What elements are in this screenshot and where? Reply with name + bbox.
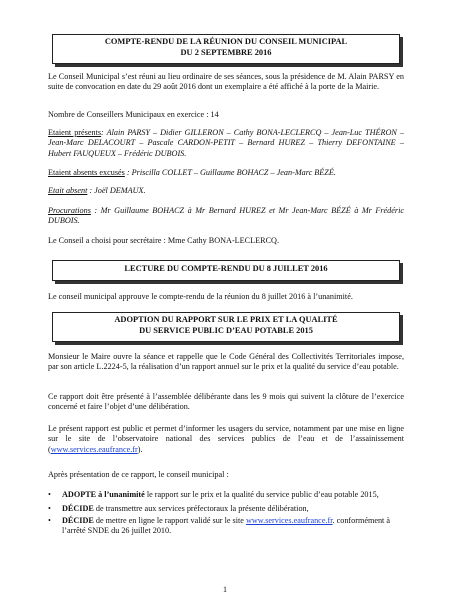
section2-paragraph1: Monsieur le Maire ouvre la séance et rappelle que le Code Général des Collectivités Territoriales impose, par son article L.2224-5, la réalisation d’un rapport annuel sur le prix et la qualité du service d’eau potable.: [48, 352, 404, 372]
excuses-paragraph: [48, 168, 404, 178]
absent-label: Etait absent: [48, 186, 88, 195]
intro-paragraph: Le Conseil Municipal s’est réuni au lieu ordinaire de ses séances, sous la présidence de M. Alain PARSY en suite de convocation en date du 29 août 2016 dont un exemplaire a été affiché à la porte de la Mairie.: [48, 72, 404, 92]
section2-title-line1: ADOPTION DU RAPPORT SUR LE PRIX ET LA QUALITÉ: [114, 315, 338, 324]
page-number: 1: [223, 585, 227, 594]
procurations-paragraph: [48, 206, 404, 227]
bullet-glyph: •: [48, 490, 51, 499]
section1-title-box: [52, 260, 400, 281]
report-title-line2: DU 2 SEPTEMBRE 2016: [180, 47, 272, 57]
presents-list: : Alain PARSY – Didier GILLERON – Cathy BONA-LECLERCQ – Jean-Luc THÉRON – Jean-Marc DELACOURT – Pascale CARDON-PETIT – Bernard HUREZ – Thierry DEFONTAINE – Hubert FAUQUEUX – Frédéric DUBOIS.: [48, 128, 404, 158]
bullet3-end: . conformément à l’arrêté SNDE du 26 juillet 2010.: [62, 516, 391, 536]
section2-paragraph3: [48, 424, 404, 455]
bullet-glyph: •: [48, 504, 51, 513]
section1-title: LECTURE DU COMPTE-RENDU DU 8 JUILLET 2016: [124, 264, 328, 273]
bullet1-text: le rapport sur le prix et la qualité du service public d’eau potable 2015,: [144, 490, 379, 499]
excuses-list: : Priscilla COLLET – Guillaume BOHACZ – Jean-Marc BÉZÉ.: [124, 168, 336, 177]
conseillers-count: Nombre de Conseillers Municipaux en exercice : 14: [48, 110, 219, 119]
section2-paragraph4: Après présentation de ce rapport, le conseil municipal :: [48, 470, 229, 479]
report-title-line1: COMPTE-RENDU DE LA RÉUNION DU CONSEIL MUNICIPAL: [104, 37, 348, 46]
section2-title-box: [52, 312, 400, 342]
report-title-box: [52, 34, 400, 64]
bullet-item: [48, 516, 404, 537]
presents-label: Etaient présents: [48, 128, 102, 137]
section2-paragraph2: Ce rapport doit être présenté à l’assemblée délibérante dans les 9 mois qui suivent la clôture de l’exercice concerné et faire l’objet d’une délibération.: [48, 392, 404, 412]
excuses-label: Etaient absents excusés: [48, 168, 125, 177]
presents-paragraph: [48, 128, 404, 159]
absent-list: : Joël DEMAUX.: [87, 186, 146, 195]
absent-paragraph: [48, 186, 404, 196]
section2-title-line2: DU SERVICE PUBLIC D’EAU POTABLE 2015: [139, 325, 313, 335]
bullet3-bold: DÉCIDE: [62, 516, 94, 525]
procurations-text: : Mr Guillaume BOHACZ à Mr Bernard HUREZ et Mr Jean-Marc BÉZÉ à Mr Frédéric DUBOIS.: [48, 206, 404, 226]
eaufrance-link[interactable]: www.services.eaufrance.fr: [245, 516, 333, 525]
bullet1-bold: ADOPTE à l’unanimité: [62, 490, 145, 499]
bullet3-text: de mettre en ligne le rapport validé sur le site: [93, 516, 246, 525]
secretaire-paragraph: Le Conseil a choisi pour secrétaire : Mme Cathy BONA-LECLERCQ.: [48, 236, 280, 245]
section2-p3-end: ).: [137, 444, 143, 454]
section1-text: Le conseil municipal approuve le compte-rendu de la réunion du 8 juillet 2016 à l’unanimité.: [48, 292, 353, 301]
procurations-label: Procurations: [48, 206, 91, 215]
eaufrance-link[interactable]: www.services.eaufrance.fr: [50, 444, 138, 454]
section2-p3-text: Le présent rapport est public et permet d’informer les usagers du service, notamment par une mise en ligne sur le site de l’observatoire national des services publics de l’eau et de l’assainissement (: [48, 424, 404, 454]
bullet2-bold: DÉCIDE: [62, 504, 94, 513]
bullet2-text: de transmettre aux services préfectoraux la présente délibération,: [93, 504, 309, 513]
bullet-item: [48, 504, 404, 514]
bullet-item: [48, 490, 404, 500]
bullet-glyph: •: [48, 516, 51, 525]
